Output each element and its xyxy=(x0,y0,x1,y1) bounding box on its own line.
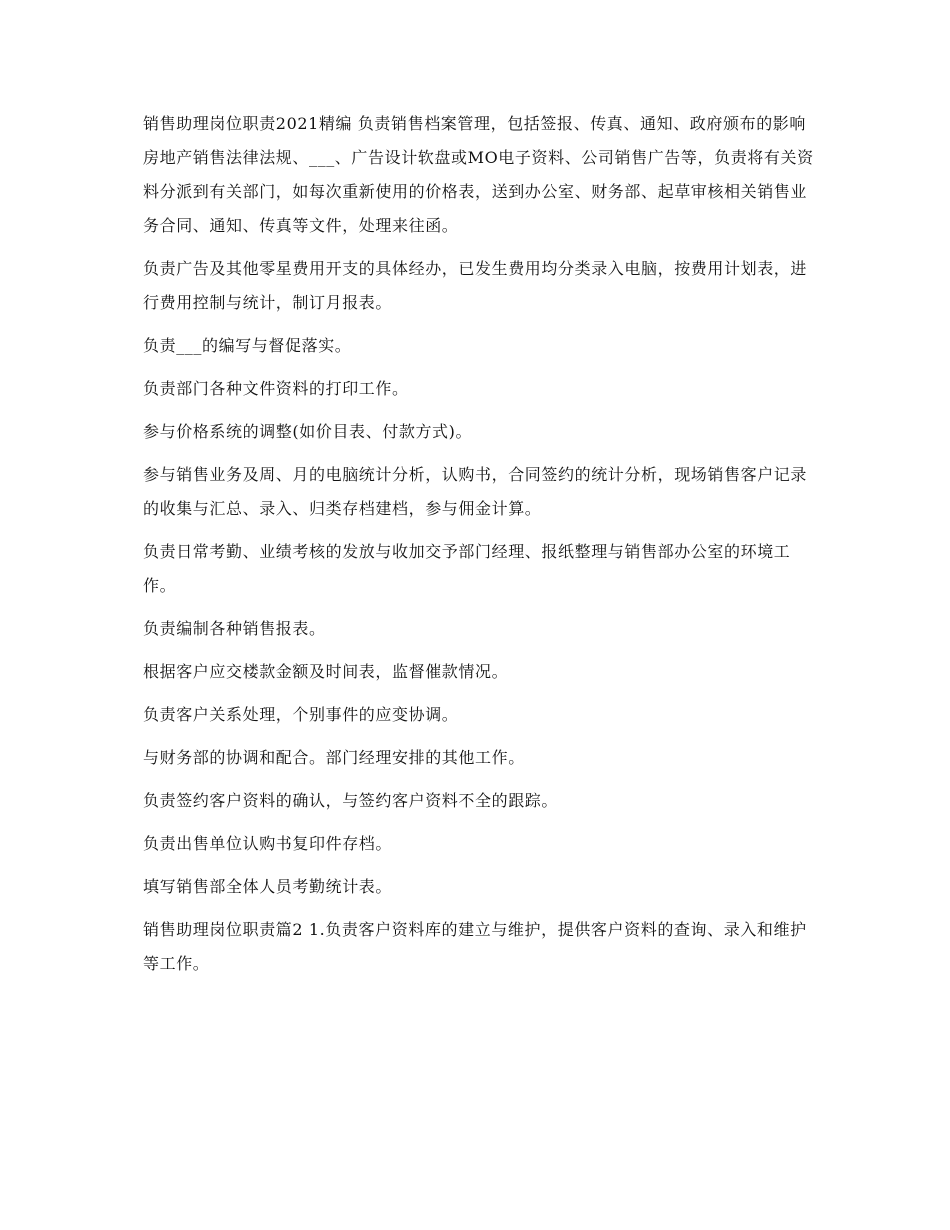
paragraph-1: 销售助理岗位职责2021精编 负责销售档案管理，包括签报、传真、通知、政府颁布的影响房地产销售法律法规、___、广告设计软盘或MO电子资料、公司销售广告等，负责将有关资料分派到有关部门，如每次重新使用的价格表，送到办公室、财务部、起草审核相关销售业务合同、通知、传真等文件，处理来往函。 xyxy=(143,114,814,235)
paragraph-5: 参与价格系统的调整(如价目表、付款方式)。 xyxy=(143,422,473,441)
paragraph-4: 负责部门各种文件资料的打印工作。 xyxy=(143,379,409,398)
paragraph-15: 销售助理岗位职责篇2 1.负责客户资料库的建立与维护，提供客户资料的查询、录入和维护等工作。 xyxy=(143,920,807,973)
paragraph-6: 参与销售业务及周、月的电脑统计分析，认购书，合同签约的统计分析，现场销售客户记录的收集与汇总、录入、归类存档建档，参与佣金计算。 xyxy=(143,465,808,518)
paragraph-10: 负责客户关系处理，个别事件的应变协调。 xyxy=(143,705,459,724)
paragraph-13: 负责出售单位认购书复印件存档。 xyxy=(143,834,393,853)
paragraph-2: 负责广告及其他零星费用开支的具体经办，已发生费用均分类录入电脑，按费用计划表，进行费用控制与统计，制订月报表。 xyxy=(143,259,808,312)
paragraph-11: 与财务部的协调和配合。部门经理安排的其他工作。 xyxy=(143,748,525,767)
paragraph-3: 负责___的编写与督促落实。 xyxy=(143,336,352,355)
paragraph-9: 根据客户应交楼款金额及时间表，监督催款情况。 xyxy=(143,662,509,681)
paragraph-7: 负责日常考勤、业绩考核的发放与收加交予部门经理、报纸整理与销售部办公室的环境工作。 xyxy=(143,542,791,595)
paragraph-12: 负责签约客户资料的确认，与签约客户资料不全的跟踪。 xyxy=(143,791,559,810)
paragraph-14: 填写销售部全体人员考勤统计表。 xyxy=(143,877,393,896)
document-body xyxy=(143,107,815,990)
paragraph-8: 负责编制各种销售报表。 xyxy=(143,619,326,638)
